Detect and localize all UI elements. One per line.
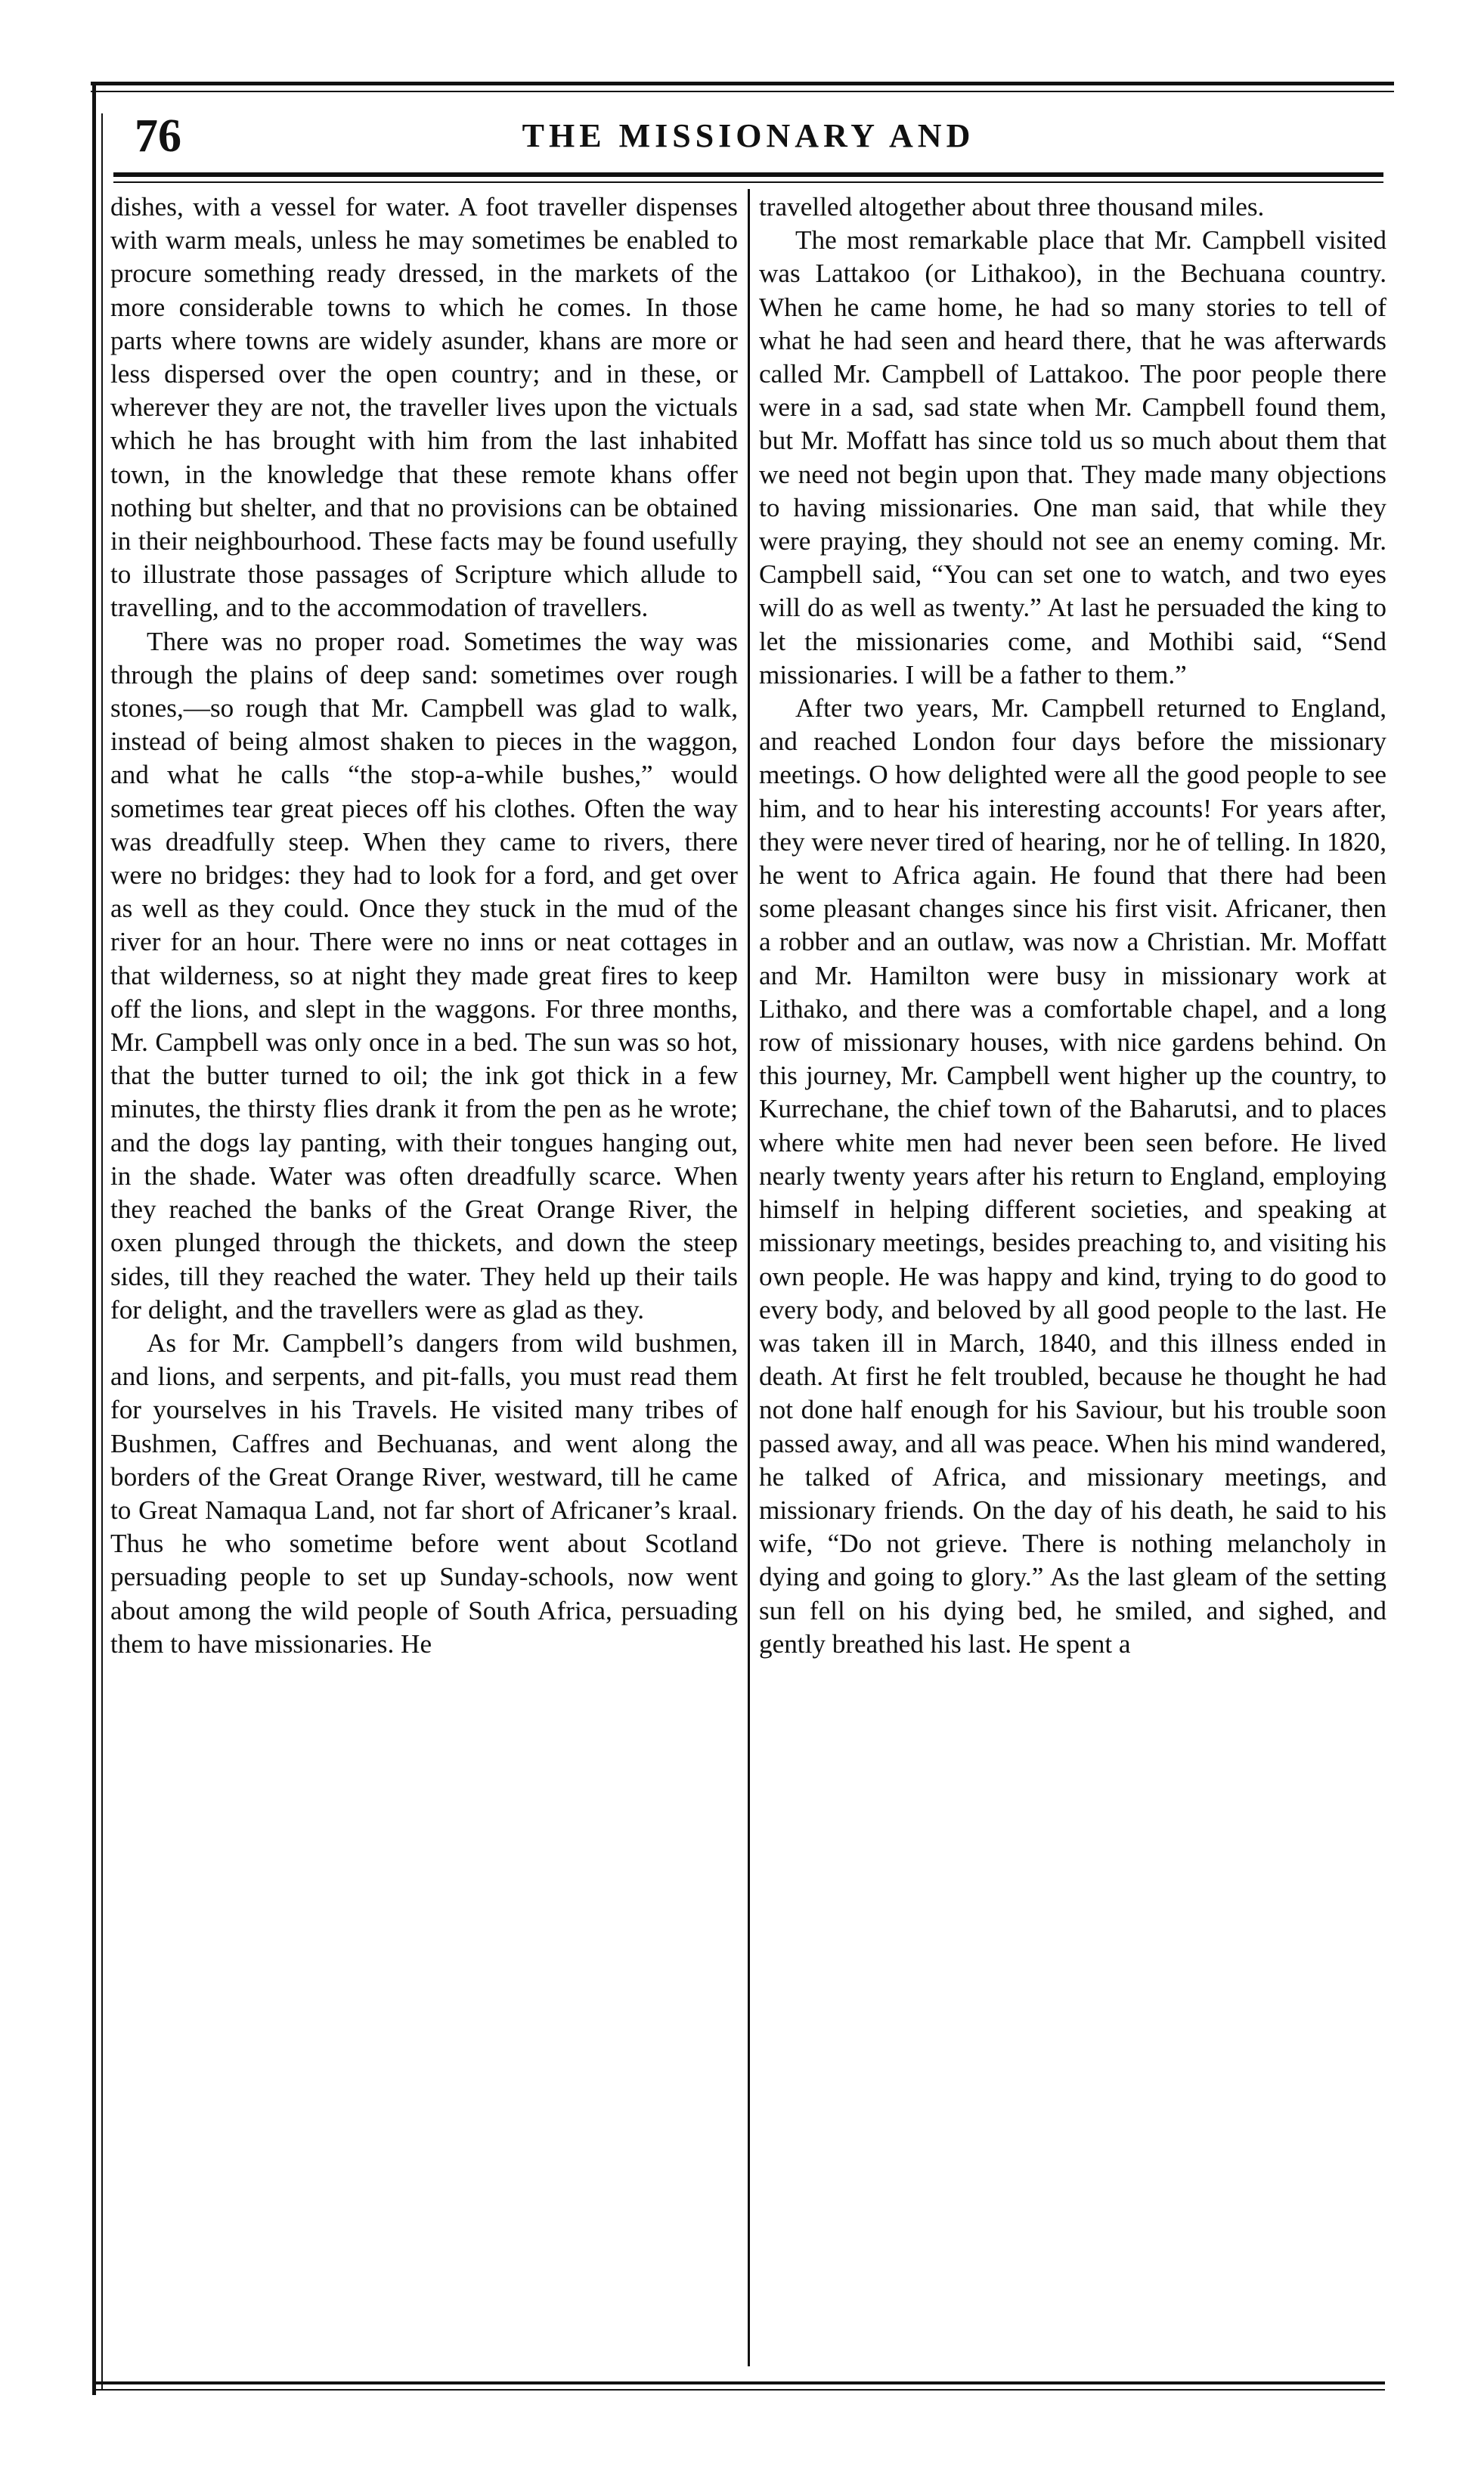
bottom-border-rule-thin [92, 2389, 1385, 2391]
right-column [759, 191, 1386, 1661]
left-border-rule-thin [101, 113, 103, 2389]
column-divider [748, 189, 750, 2366]
paragraph: As for Mr. Campbell’s dangers from wild bushmen, and lions, and serpents, and pit-falls, you must read them for yourselves in his Travels. He visited many tribes of Bushmen, Caffres and Bechuanas, and went along the borders of the Great Orange River, westward, till he came to Great Namaqua Land, not far short of Africaner’s kraal. Thus he who sometime before went about Scotland persuading people to set up Sunday-schools, now went about among the wild people of South Africa, persuading them to have missionaries. He [110, 1328, 738, 1659]
paragraph: travelled altogether about three thousand miles. [759, 192, 1265, 222]
left-column [110, 191, 738, 1661]
header-rule [113, 172, 1383, 177]
page-number: 76 [135, 110, 181, 162]
paragraph: There was no proper road. Sometimes the way was through the plains of deep sand: sometimes over rough stones,—so rough that Mr. Campbell was glad to walk, instead of being almost shaken to pieces in the waggon, and what he calls “the stop-a-while bushes,” would sometimes tear great pieces off his clothes. Often the way was dreadfully steep. When they came to rivers, there were no bridges: they had to look for a ford, and get over as well as they could. Once they stuck in the mud of the river for an hour. There were no inns or neat cottages in that wilderness, so at night they made great fires to keep off the lions, and slept in the waggons. For three months, Mr. Campbell was only once in a bed. The sun was so hot, that the butter turned to oil; the ink got thick in a few minutes, the thirsty flies drank it from the pen as he wrote; and the dogs lay panting, with their tongues hanging out, in the shade. Water was often dreadfully scarce. When they reached the banks of the Great Orange River, the oxen plunged through the thickets, and down the steep sides, till they reached the water. They held up their tails for delight, and the travellers were as glad as they. [110, 626, 738, 1325]
top-border-rule-thin [91, 91, 1394, 92]
running-head [113, 106, 1383, 166]
top-border-rule [91, 82, 1394, 85]
paragraph: After two years, Mr. Campbell returned to England, and reached London four days before the missionary meetings. O how delighted were all the good people to see him, and to hear his interesting accounts! For years after, they were never tired of hearing, nor he of telling. In 1820, he went to Africa again. He found that there had been some pleasant changes since his first visit. Africaner, then a robber and an outlaw, was now a Christian. Mr. Moffatt and Mr. Hamilton were busy in missionary work at Lithako, and there was a comfortable chapel, and a long row of missionary houses, with nice gardens behind. On this journey, Mr. Campbell went higher up the country, to Kurrechane, the chief town of the Baharutsi, and to places where white men had never been seen before. He lived nearly twenty years after his return to England, employing himself in helping different societies, and speaking at missionary meetings, besides preaching to, and visiting his own people. He was happy and kind, trying to do good to every body, and beloved by all good people to the last. He was taken ill in March, 1840, and this illness ended in death. At first he felt troubled, because he thought he had not done half enough for his Saviour, but his trouble soon passed away, and all was peace. When his mind wandered, he talked of Africa, and missionary meetings, and missionary friends. On the day of his death, he said to his wife, “Do not grieve. There is nothing melancholy in dying and going to glory.” As the last gleam of the setting sun fell on his dying bed, he smiled, and sighed, and gently breathed his last. He spent a [759, 693, 1386, 1659]
page-header-title: THE MISSIONARY AND [522, 117, 975, 154]
paragraph: dishes, with a vessel for water. A foot traveller dispenses with warm meals, unless he may sometimes be enabled to procure something ready dressed, in the markets of the more considerable towns to which he comes. In those parts where towns are widely asunder, khans are more or less dispersed over the open country; and in these, or wherever they are not, the traveller lives upon the victuals which he has brought with him from the last inhabited town, in the knowledge that these remote khans offer nothing but shelter, and that no provisions can be obtained in their neighbourhood. These facts may be found usefully to illustrate those passages of Scripture which allude to travelling, and to the accommodation of travellers. [110, 192, 738, 623]
header-rule-thin [113, 181, 1383, 183]
paragraph: The most remarkable place that Mr. Campbell visited was Lattakoo (or Lithakoo), in the Bechuana country. When he came home, he had so many stories to tell of what he had seen and heard there, that he was afterwards called Mr. Campbell of Lattakoo. The poor people there were in a sad, sad state when Mr. Campbell found them, but Mr. Moffatt has since told us so much about them that we need not begin upon that. They made many objections to having missionaries. One man said, that while they were praying, they should not see an enemy coming. Mr. Campbell said, “You can set one to watch, and two eyes will do as well as twenty.” At last he persuaded the king to let the missionaries come, and Mothibi said, “Send missionaries. I will be a father to them.” [759, 225, 1386, 689]
bottom-border-rule [92, 2381, 1385, 2384]
left-border-rule [92, 82, 96, 2395]
